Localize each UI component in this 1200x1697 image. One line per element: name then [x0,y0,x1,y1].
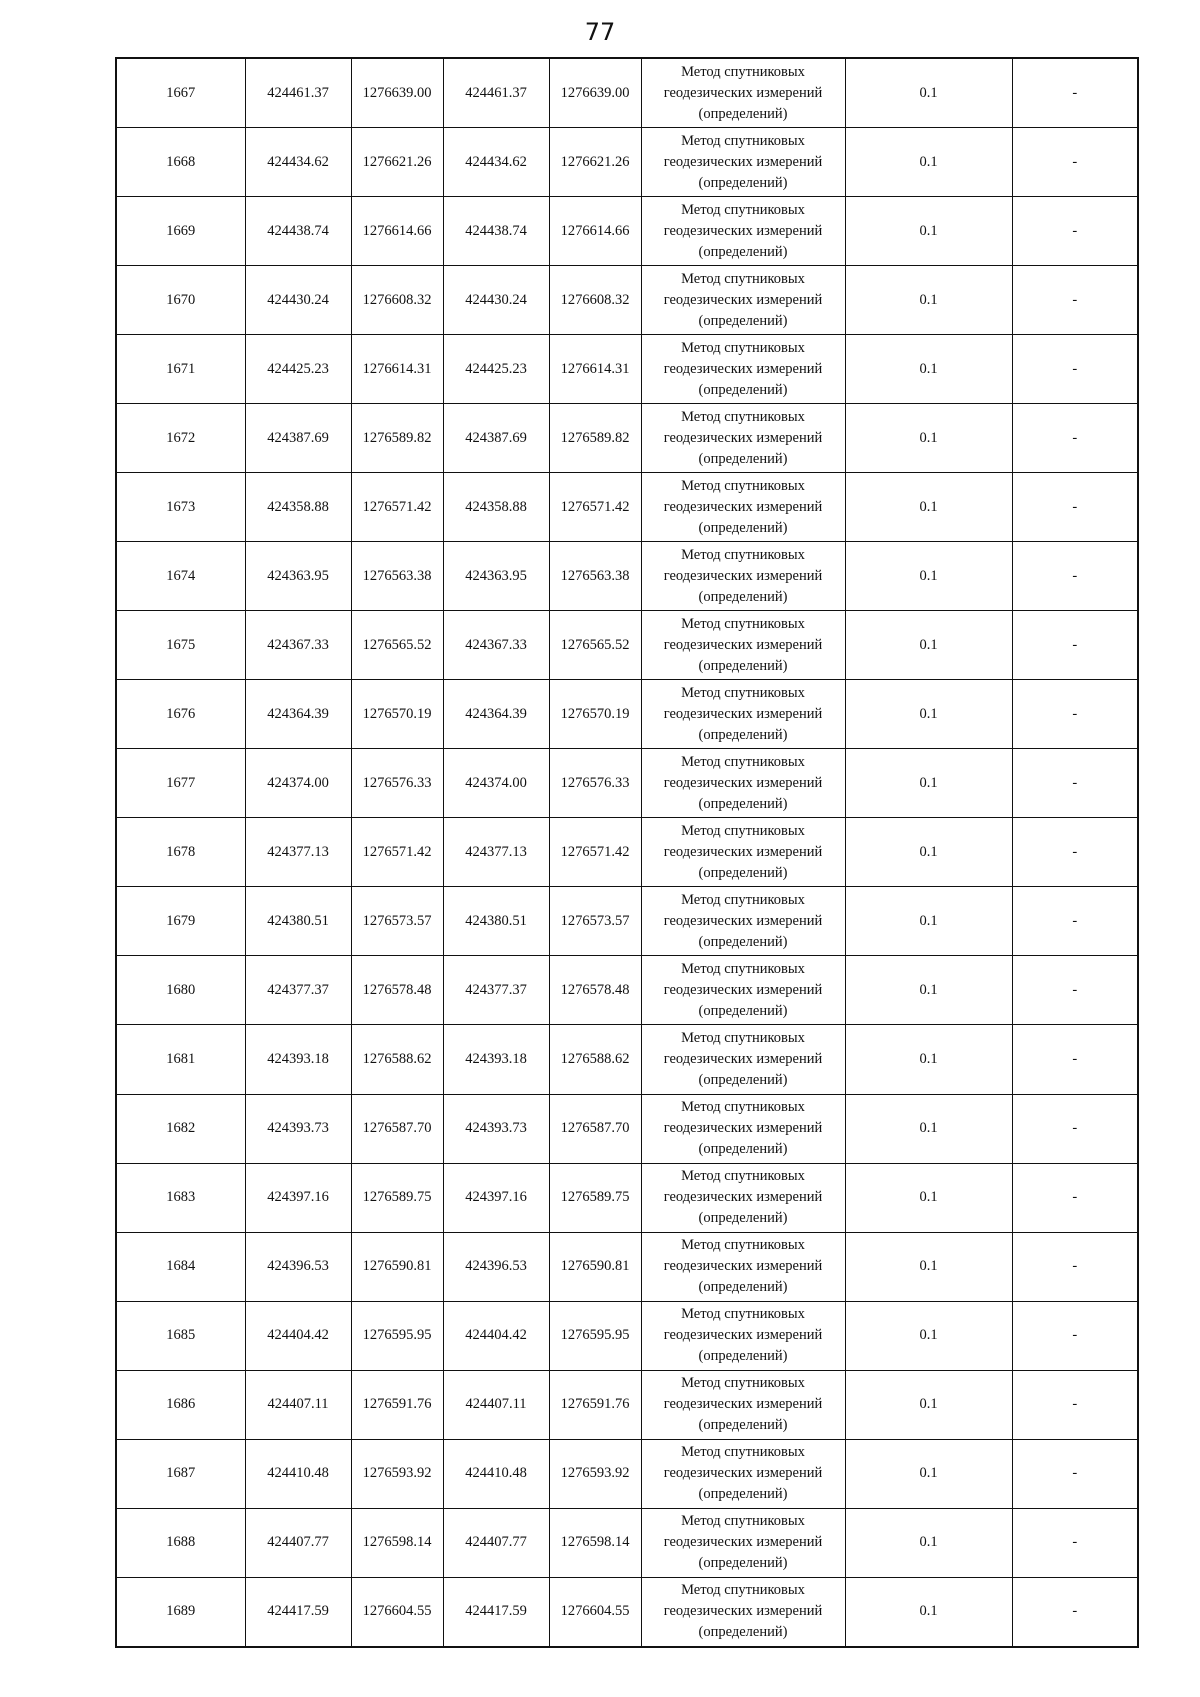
point-number-cell: 1688 [116,1508,245,1577]
note-cell: - [1012,335,1138,404]
method-cell: Метод спутниковых геодезических измерений (определений) [641,58,845,128]
y-new-cell: 1276565.52 [549,611,641,680]
x-existing-cell: 424374.00 [245,749,351,818]
note-cell: - [1012,542,1138,611]
method-cell: Метод спутниковых геодезических измерений (определений) [641,1508,845,1577]
x-existing-cell: 424367.33 [245,611,351,680]
point-number-cell: 1683 [116,1163,245,1232]
y-existing-cell: 1276604.55 [351,1577,443,1647]
method-cell: Метод спутниковых геодезических измерений (определений) [641,128,845,197]
point-number-cell: 1669 [116,197,245,266]
table-body [116,58,1138,1647]
accuracy-cell: 0.1 [845,473,1012,542]
table-row [116,266,1138,335]
table-row [116,58,1138,128]
method-cell: Метод спутниковых геодезических измерений (определений) [641,1094,845,1163]
point-number-cell: 1678 [116,818,245,887]
x-new-cell: 424374.00 [443,749,549,818]
table-row [116,1370,1138,1439]
method-cell: Метод спутниковых геодезических измерений (определений) [641,542,845,611]
point-number-cell: 1674 [116,542,245,611]
table-row [116,1577,1138,1647]
x-new-cell: 424461.37 [443,58,549,128]
y-existing-cell: 1276570.19 [351,680,443,749]
point-number-cell: 1681 [116,1025,245,1094]
note-cell: - [1012,1094,1138,1163]
y-new-cell: 1276608.32 [549,266,641,335]
x-new-cell: 424397.16 [443,1163,549,1232]
accuracy-cell: 0.1 [845,197,1012,266]
point-number-cell: 1684 [116,1232,245,1301]
method-cell: Метод спутниковых геодезических измерений (определений) [641,611,845,680]
y-existing-cell: 1276593.92 [351,1439,443,1508]
y-new-cell: 1276570.19 [549,680,641,749]
x-new-cell: 424377.37 [443,956,549,1025]
method-cell: Метод спутниковых геодезических измерений (определений) [641,404,845,473]
x-existing-cell: 424377.13 [245,818,351,887]
method-cell: Метод спутниковых геодезических измерений (определений) [641,1301,845,1370]
accuracy-cell: 0.1 [845,1370,1012,1439]
table-row [116,1508,1138,1577]
table-row [116,197,1138,266]
x-new-cell: 424404.42 [443,1301,549,1370]
x-new-cell: 424363.95 [443,542,549,611]
accuracy-cell: 0.1 [845,818,1012,887]
note-cell: - [1012,680,1138,749]
y-new-cell: 1276589.82 [549,404,641,473]
x-new-cell: 424380.51 [443,887,549,956]
note-cell: - [1012,956,1138,1025]
note-cell: - [1012,1577,1138,1647]
x-new-cell: 424417.59 [443,1577,549,1647]
accuracy-cell: 0.1 [845,266,1012,335]
method-cell: Метод спутниковых геодезических измерений (определений) [641,1577,845,1647]
x-new-cell: 424410.48 [443,1439,549,1508]
y-new-cell: 1276591.76 [549,1370,641,1439]
table-row [116,1094,1138,1163]
x-new-cell: 424396.53 [443,1232,549,1301]
note-cell: - [1012,197,1138,266]
y-existing-cell: 1276589.75 [351,1163,443,1232]
accuracy-cell: 0.1 [845,1508,1012,1577]
y-new-cell: 1276589.75 [549,1163,641,1232]
point-number-cell: 1670 [116,266,245,335]
x-new-cell: 424364.39 [443,680,549,749]
x-new-cell: 424434.62 [443,128,549,197]
x-new-cell: 424438.74 [443,197,549,266]
y-existing-cell: 1276598.14 [351,1508,443,1577]
accuracy-cell: 0.1 [845,887,1012,956]
y-new-cell: 1276595.95 [549,1301,641,1370]
accuracy-cell: 0.1 [845,1232,1012,1301]
x-new-cell: 424367.33 [443,611,549,680]
x-existing-cell: 424434.62 [245,128,351,197]
y-new-cell: 1276588.62 [549,1025,641,1094]
y-new-cell: 1276593.92 [549,1439,641,1508]
y-existing-cell: 1276621.26 [351,128,443,197]
table-row [116,887,1138,956]
page-number: 77 [584,18,616,46]
accuracy-cell: 0.1 [845,611,1012,680]
note-cell: - [1012,58,1138,128]
x-new-cell: 424393.18 [443,1025,549,1094]
x-existing-cell: 424425.23 [245,335,351,404]
note-cell: - [1012,266,1138,335]
method-cell: Метод спутниковых геодезических измерений (определений) [641,818,845,887]
note-cell: - [1012,1025,1138,1094]
point-number-cell: 1689 [116,1577,245,1647]
table-row [116,749,1138,818]
accuracy-cell: 0.1 [845,1094,1012,1163]
note-cell: - [1012,887,1138,956]
table-row [116,128,1138,197]
accuracy-cell: 0.1 [845,1025,1012,1094]
point-number-cell: 1677 [116,749,245,818]
note-cell: - [1012,611,1138,680]
method-cell: Метод спутниковых геодезических измерений (определений) [641,197,845,266]
y-existing-cell: 1276608.32 [351,266,443,335]
accuracy-cell: 0.1 [845,1577,1012,1647]
x-existing-cell: 424393.18 [245,1025,351,1094]
point-number-cell: 1680 [116,956,245,1025]
method-cell: Метод спутниковых геодезических измерений (определений) [641,1232,845,1301]
method-cell: Метод спутниковых геодезических измерений (определений) [641,473,845,542]
accuracy-cell: 0.1 [845,956,1012,1025]
table-row [116,1232,1138,1301]
y-existing-cell: 1276565.52 [351,611,443,680]
point-number-cell: 1668 [116,128,245,197]
point-number-cell: 1672 [116,404,245,473]
y-existing-cell: 1276591.76 [351,1370,443,1439]
x-existing-cell: 424404.42 [245,1301,351,1370]
note-cell: - [1012,404,1138,473]
x-new-cell: 424393.73 [443,1094,549,1163]
note-cell: - [1012,473,1138,542]
y-new-cell: 1276604.55 [549,1577,641,1647]
y-existing-cell: 1276563.38 [351,542,443,611]
y-new-cell: 1276621.26 [549,128,641,197]
y-existing-cell: 1276595.95 [351,1301,443,1370]
method-cell: Метод спутниковых геодезических измерений (определений) [641,1370,845,1439]
table-row [116,404,1138,473]
y-existing-cell: 1276578.48 [351,956,443,1025]
y-new-cell: 1276614.31 [549,335,641,404]
y-existing-cell: 1276590.81 [351,1232,443,1301]
y-existing-cell: 1276571.42 [351,818,443,887]
x-existing-cell: 424438.74 [245,197,351,266]
x-new-cell: 424425.23 [443,335,549,404]
x-existing-cell: 424363.95 [245,542,351,611]
note-cell: - [1012,1370,1138,1439]
y-new-cell: 1276571.42 [549,473,641,542]
accuracy-cell: 0.1 [845,404,1012,473]
x-existing-cell: 424397.16 [245,1163,351,1232]
point-number-cell: 1686 [116,1370,245,1439]
accuracy-cell: 0.1 [845,1301,1012,1370]
y-existing-cell: 1276589.82 [351,404,443,473]
x-existing-cell: 424377.37 [245,956,351,1025]
note-cell: - [1012,1163,1138,1232]
y-new-cell: 1276576.33 [549,749,641,818]
x-new-cell: 424407.11 [443,1370,549,1439]
y-new-cell: 1276614.66 [549,197,641,266]
method-cell: Метод спутниковых геодезических измерений (определений) [641,335,845,404]
y-existing-cell: 1276614.31 [351,335,443,404]
accuracy-cell: 0.1 [845,749,1012,818]
note-cell: - [1012,128,1138,197]
table-row [116,680,1138,749]
y-existing-cell: 1276573.57 [351,887,443,956]
y-new-cell: 1276639.00 [549,58,641,128]
method-cell: Метод спутниковых геодезических измерений (определений) [641,266,845,335]
table-row [116,1163,1138,1232]
x-existing-cell: 424364.39 [245,680,351,749]
x-existing-cell: 424393.73 [245,1094,351,1163]
table-row [116,956,1138,1025]
method-cell: Метод спутниковых геодезических измерений (определений) [641,749,845,818]
note-cell: - [1012,749,1138,818]
table-row [116,1025,1138,1094]
y-new-cell: 1276571.42 [549,818,641,887]
x-new-cell: 424358.88 [443,473,549,542]
point-number-cell: 1667 [116,58,245,128]
y-existing-cell: 1276614.66 [351,197,443,266]
x-existing-cell: 424410.48 [245,1439,351,1508]
note-cell: - [1012,1508,1138,1577]
table-row [116,611,1138,680]
y-existing-cell: 1276588.62 [351,1025,443,1094]
accuracy-cell: 0.1 [845,680,1012,749]
x-existing-cell: 424380.51 [245,887,351,956]
accuracy-cell: 0.1 [845,335,1012,404]
x-existing-cell: 424430.24 [245,266,351,335]
x-new-cell: 424387.69 [443,404,549,473]
y-existing-cell: 1276576.33 [351,749,443,818]
table-row [116,335,1138,404]
x-new-cell: 424430.24 [443,266,549,335]
table-row [116,1439,1138,1508]
x-new-cell: 424407.77 [443,1508,549,1577]
y-new-cell: 1276573.57 [549,887,641,956]
y-new-cell: 1276578.48 [549,956,641,1025]
method-cell: Метод спутниковых геодезических измерений (определений) [641,956,845,1025]
y-existing-cell: 1276571.42 [351,473,443,542]
x-existing-cell: 424407.11 [245,1370,351,1439]
y-existing-cell: 1276639.00 [351,58,443,128]
point-number-cell: 1676 [116,680,245,749]
y-new-cell: 1276587.70 [549,1094,641,1163]
accuracy-cell: 0.1 [845,1163,1012,1232]
x-existing-cell: 424407.77 [245,1508,351,1577]
note-cell: - [1012,1439,1138,1508]
point-number-cell: 1687 [116,1439,245,1508]
point-number-cell: 1679 [116,887,245,956]
y-new-cell: 1276598.14 [549,1508,641,1577]
method-cell: Метод спутниковых геодезических измерений (определений) [641,1439,845,1508]
method-cell: Метод спутниковых геодезических измерений (определений) [641,1025,845,1094]
accuracy-cell: 0.1 [845,58,1012,128]
x-existing-cell: 424461.37 [245,58,351,128]
table-row [116,542,1138,611]
point-number-cell: 1673 [116,473,245,542]
note-cell: - [1012,1232,1138,1301]
y-new-cell: 1276563.38 [549,542,641,611]
x-existing-cell: 424417.59 [245,1577,351,1647]
point-number-cell: 1685 [116,1301,245,1370]
note-cell: - [1012,818,1138,887]
method-cell: Метод спутниковых геодезических измерений (определений) [641,1163,845,1232]
x-new-cell: 424377.13 [443,818,549,887]
y-new-cell: 1276590.81 [549,1232,641,1301]
method-cell: Метод спутниковых геодезических измерений (определений) [641,680,845,749]
table-row [116,818,1138,887]
point-number-cell: 1671 [116,335,245,404]
y-existing-cell: 1276587.70 [351,1094,443,1163]
point-number-cell: 1682 [116,1094,245,1163]
method-cell: Метод спутниковых геодезических измерений (определений) [641,887,845,956]
accuracy-cell: 0.1 [845,542,1012,611]
x-existing-cell: 424387.69 [245,404,351,473]
accuracy-cell: 0.1 [845,128,1012,197]
x-existing-cell: 424358.88 [245,473,351,542]
note-cell: - [1012,1301,1138,1370]
table-row [116,473,1138,542]
table-row [116,1301,1138,1370]
accuracy-cell: 0.1 [845,1439,1012,1508]
coordinates-table [115,57,1139,1648]
point-number-cell: 1675 [116,611,245,680]
x-existing-cell: 424396.53 [245,1232,351,1301]
